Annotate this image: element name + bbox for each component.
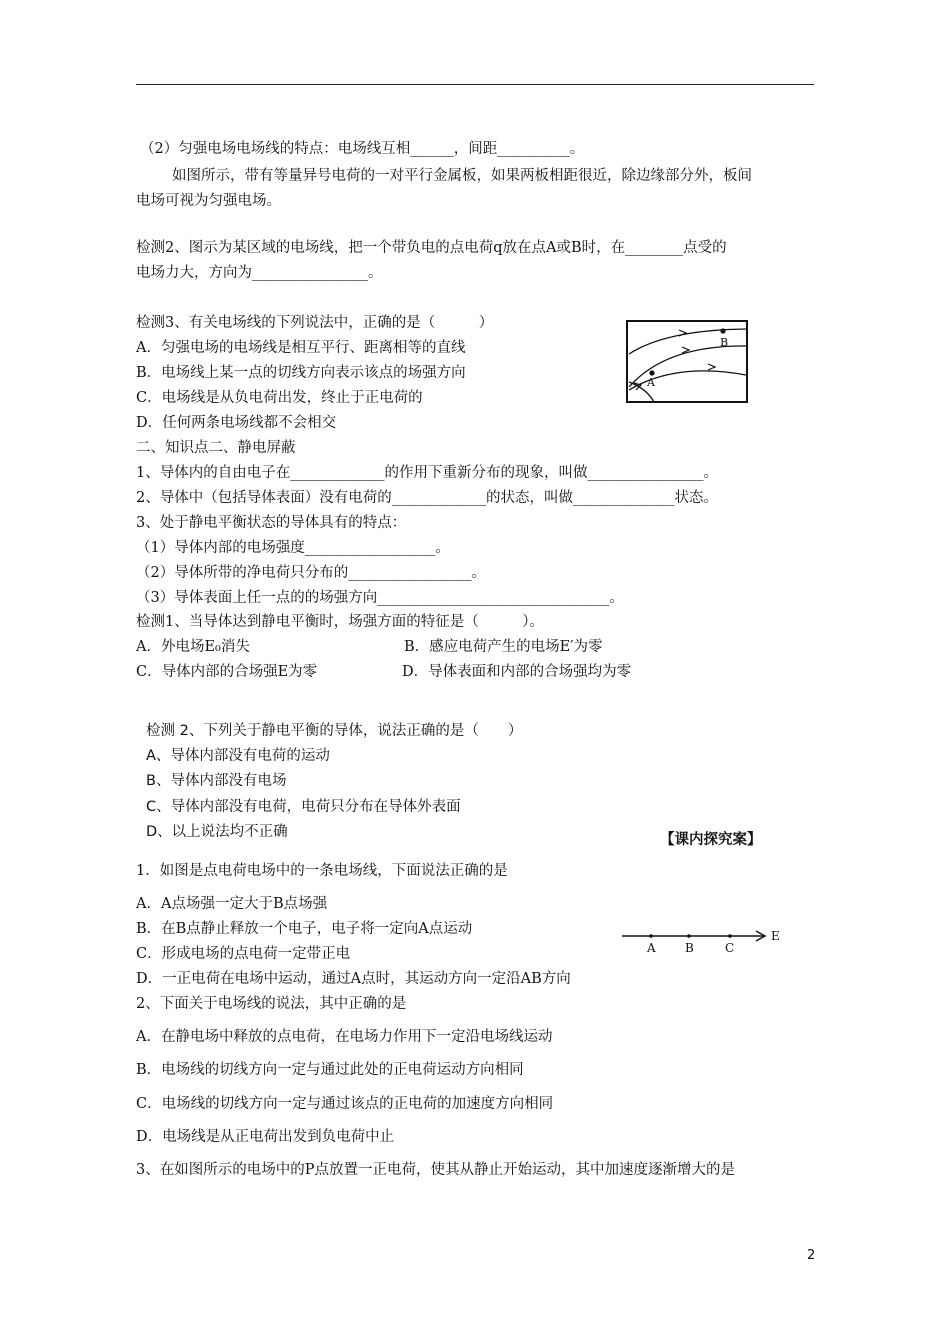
text-line-6: 检测3、有关电场线的下列说法中，正确的是（ ） xyxy=(136,315,494,331)
text-line-30: C．形成电场的点电荷一定带正电 xyxy=(136,946,351,962)
option-a: A．外电场E₀消失 xyxy=(136,639,250,655)
section-heading: 【课内探究案】 xyxy=(660,831,762,848)
option-d: D．导体表面和内部的合场强均为零 xyxy=(402,664,632,680)
text-line-1: （2）匀强电场电场线的特点：电场线互相______，间距__________。 xyxy=(140,141,585,157)
figure-label-a: A xyxy=(647,376,655,389)
text-line-15: （1）导体内部的电场强度__________________。 xyxy=(136,540,450,556)
text-line-36: D．电场线是从正电荷出发到负电荷中止 xyxy=(136,1129,395,1145)
text-line-24: C、导体内部没有电荷，电荷只分布在导体外表面 xyxy=(146,799,461,815)
text-line-11: 二、知识点二、静电屏蔽 xyxy=(136,440,296,456)
text-line-18: 检测1、当导体达到静电平衡时，场强方面的特征是（ ）。 xyxy=(136,614,544,630)
option-c: C．导体内部的合场强E为零 xyxy=(136,664,318,680)
text-line-16: （2）导体所带的净电荷只分布的_________________。 xyxy=(136,565,486,581)
text-line-21: 检测 2、下列关于静电平衡的导体，说法正确的是（ ） xyxy=(146,723,523,739)
text-line-33: A．在静电场中释放的点电荷，在电场力作用下一定沿电场线运动 xyxy=(136,1029,553,1045)
text-line-7: A．匀强电场的电场线是相互平行、距离相等的直线 xyxy=(136,340,466,356)
text-line-14: 3、处于静电平衡状态的导体具有的特点： xyxy=(136,515,407,531)
text-line-4: 检测2、图示为某区域的电场线，把一个带负电的点电荷q放在点A或B时，在________点受的 xyxy=(136,240,727,256)
header-rule xyxy=(136,84,814,85)
point-label-a: A xyxy=(647,941,656,955)
text-line-3: 电场可视为匀强电场。 xyxy=(136,193,281,209)
field-label-e: E xyxy=(771,929,780,943)
text-line-17: （3）导体表面上任一点的的场强方向________________________________。 xyxy=(136,590,624,606)
field-line-abc-figure xyxy=(620,924,790,958)
text-line-35: C．电场线的切线方向一定与通过该点的正电荷的加速度方向相同 xyxy=(136,1096,554,1112)
text-line-31: D．一正电荷在电场中运动，通过A点时，其运动方向一定沿AB方向 xyxy=(136,971,571,987)
text-line-22: A、导体内部没有电荷的运动 xyxy=(146,748,330,764)
point-label-b: B xyxy=(685,941,694,955)
option-b: B．感应电荷产生的电场E′为零 xyxy=(404,639,603,655)
text-line-13: 2、导体中（包括导体表面）没有电荷的_____________的状态，叫做______________状态。 xyxy=(136,490,718,506)
text-line-12: 1、导体内的自由电子在_____________的作用下重新分布的现象，叫做________________。 xyxy=(136,465,718,481)
text-line-37: 3、在如图所示的电场中的P点放置一正电荷，使其从静止开始运动，其中加速度逐渐增大的是 xyxy=(136,1162,735,1178)
text-line-10: D．任何两条电场线都不会相交 xyxy=(136,415,337,431)
field-lines-figure xyxy=(626,320,750,405)
page-number: 2 xyxy=(807,1248,816,1263)
figure-label-b: B xyxy=(720,336,729,349)
text-line-5: 电场力大，方向为________________。 xyxy=(136,265,383,281)
text-line-34: B．电场线的切线方向一定与通过此处的正电荷运动方向相同 xyxy=(136,1062,524,1078)
text-line-9: C．电场线是从负电荷出发，终止于正电荷的 xyxy=(136,390,423,406)
text-line-32: 2、下面关于电场线的说法，其中正确的是 xyxy=(136,996,407,1012)
text-line-8: B．电场线上某一点的切线方向表示该点的场强方向 xyxy=(136,365,466,381)
text-line-27: 1．如图是点电荷电场中的一条电场线，下面说法正确的是 xyxy=(136,863,508,879)
text-line-2: 如图所示，带有等量异号电荷的一对平行金属板，如果两板相距很近，除边缘部分外，板间 xyxy=(172,168,752,184)
text-line-28: A．A点场强一定大于B点场强 xyxy=(136,896,328,912)
text-line-23: B、导体内部没有电场 xyxy=(146,773,287,789)
text-line-29: B．在B点静止释放一个电子，电子将一定向A点运动 xyxy=(136,921,473,937)
text-line-25: D、以上说法均不正确 xyxy=(146,824,288,840)
point-label-c: C xyxy=(725,941,735,955)
